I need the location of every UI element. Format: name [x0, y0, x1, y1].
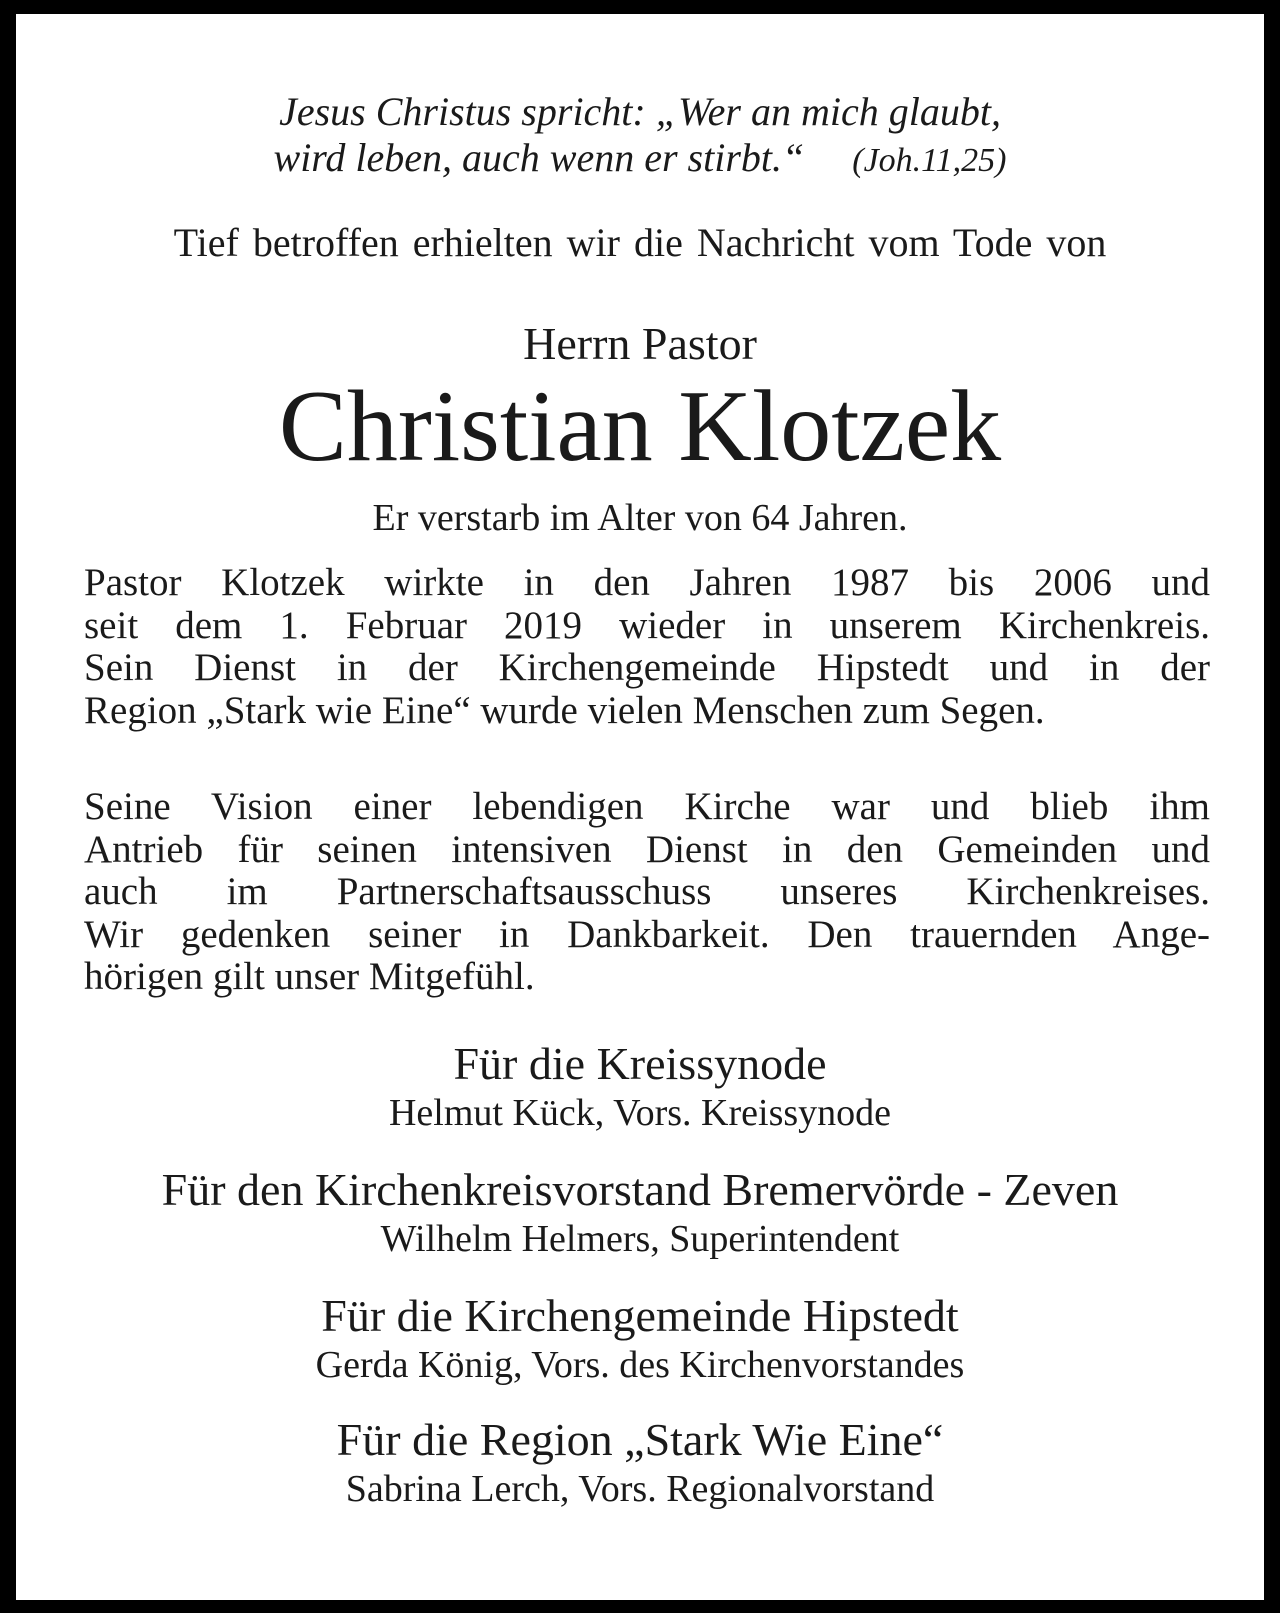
signature-person: Wilhelm Helmers, Superintendent	[380, 1218, 900, 1260]
signature-org: Für die Kreissynode	[453, 1038, 827, 1089]
intro-line: Tief betroffen erhielten wir die Nachricht vom Tode von	[173, 220, 1107, 265]
paragraph-line: Seine Vision einer lebendigen Kirche war und blieb ihm	[84, 785, 1210, 828]
signature-person: Helmut Kück, Vors. Kreissynode	[388, 1092, 892, 1134]
paragraph-line: Antrieb für seinen intensiven Dienst in den Gemeinden und	[84, 827, 1210, 871]
signature-org: Für den Kirchenkreisvorstand Bremervörde - Zeven	[161, 1164, 1119, 1215]
paragraph-line: Pastor Klotzek wirkte in den Jahren 1987 bis 2006 und	[84, 561, 1210, 604]
obituary-notice	[16, 14, 1264, 1600]
signature-kirchengemeinde	[16, 1290, 1264, 1388]
bible-verse-reference: (Joh.11,25)	[852, 142, 1007, 179]
deceased-title: Herrn Pastor	[523, 318, 757, 369]
signature-region	[16, 1414, 1264, 1512]
signature-kirchenkreisvorstand	[16, 1164, 1264, 1262]
paragraph-line: seit dem 1. Februar 2019 wieder in unserem Kirchenkreis.	[84, 603, 1210, 647]
bible-verse-line-1: Jesus Christus spricht: „Wer an mich glaubt,	[279, 89, 1001, 134]
bible-verse-text: wird leben, auch wenn er stirbt.“	[273, 135, 805, 180]
paragraph-line: hörigen gilt unser Mitgefühl.	[84, 955, 535, 998]
paragraph-tenure	[84, 562, 1210, 732]
signature-org: Für die Kirchengemeinde Hipstedt	[321, 1290, 959, 1341]
signature-org: Für die Region „Stark Wie Eine“	[336, 1414, 944, 1465]
paragraph-line: Wir gedenken seiner in Dankbarkeit. Den trauernden Ange-	[84, 912, 1210, 956]
signature-person: Sabrina Lerch, Vors. Regionalvorstand	[345, 1468, 935, 1510]
paragraph-vision	[84, 786, 1210, 999]
deceased-age-line: Er verstarb im Alter von 64 Jahren.	[372, 497, 908, 539]
paragraph-line: auch im Partnerschaftsausschuss unseres Kirchenkreises.	[84, 870, 1210, 913]
signature-kreissynode	[16, 1038, 1264, 1136]
deceased-name: Christian Klotzek	[278, 370, 1002, 483]
signature-person: Gerda König, Vors. des Kirchenvorstandes	[315, 1344, 965, 1386]
paragraph-line: Sein Dienst in der Kirchengemeinde Hipstedt und in der	[84, 646, 1210, 689]
bible-verse-line-2	[16, 136, 1264, 183]
paragraph-line: Region „Stark wie Eine“ wurde vielen Menschen zum Segen.	[84, 688, 1045, 732]
